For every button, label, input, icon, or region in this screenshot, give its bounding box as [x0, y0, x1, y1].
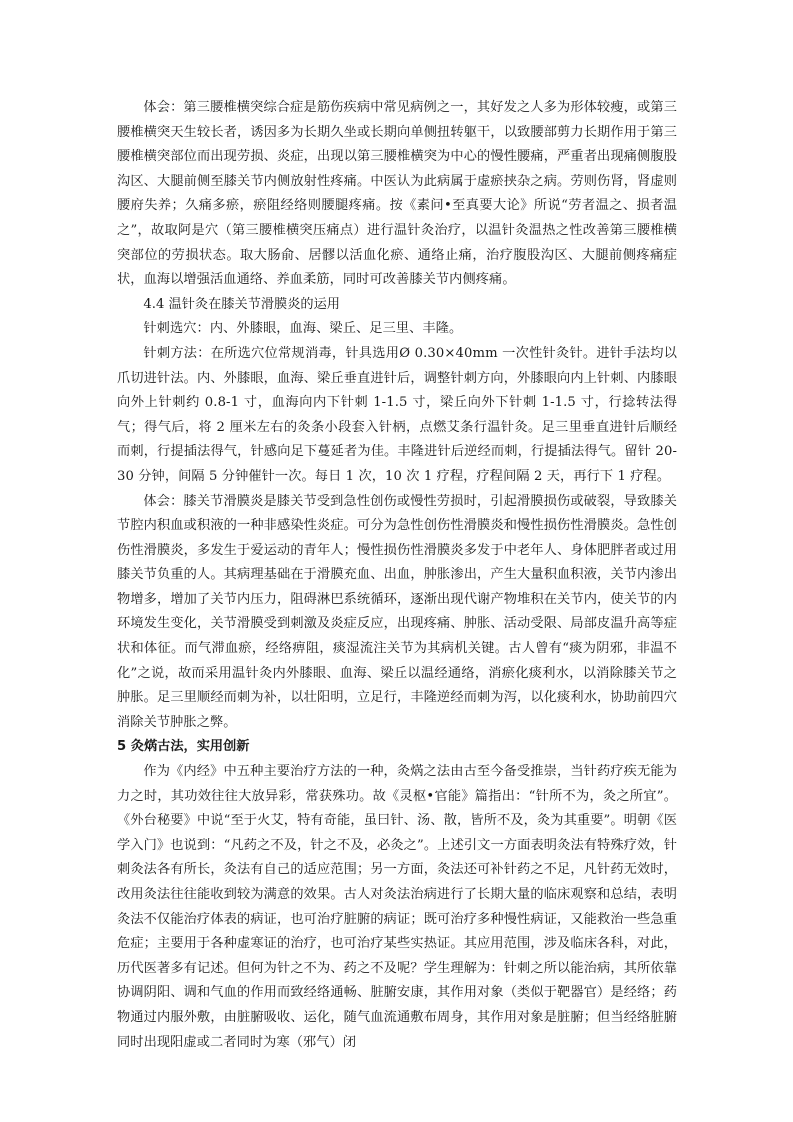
document-page: [117, 96, 677, 1055]
paragraph-synovitis-reflection: 体会：膝关节滑膜炎是膝关节受到急性创伤或慢性劳损时，引起滑膜损伤或破裂，导致膝关节腔内积血或积液的一种非感染性炎症。可分为急性创伤性滑膜炎和慢性损伤性滑膜炎。急性创伤性滑膜炎，多发生于爱运动的青年人；慢性损伤性滑膜炎多发于中老年人、身体肥胖者或过用膝关节负重的人。其病理基础在于滑膜充血、出血，肿胀渗出，产生大量积血积液，关节内渗出物增多，增加了关节内压力，阻碍淋巴系统循环，逐渐出现代谢产物堆积在关节内，使关节的内环境发生变化，关节滑膜受到刺激及炎症反应，出现疼痛、肿胀、活动受限、局部皮温升高等症状和体征。而气滞血瘀，经络痹阻，痰湿流注关节为其病机关键。古人曾有“痰为阴邪，非温不化”之说，故而采用温针灸内外膝眼、血海、梁丘以温经通络，消瘀化痰利水，以消除膝关节之肿胀。足三里顺经而刺为补，以壮阳明，立足行，丰隆逆经而刺为泻，以化痰利水，协助前四穴消除关节肿胀之弊。: [117, 493, 677, 730]
paragraph-acupoint-selection: 针刺选穴：内、外膝眼，血海、梁丘、足三里、丰隆。: [143, 321, 463, 337]
paragraph-third-lumbar-reflection: 体会：第三腰椎横突综合症是筋伤疾病中常见病例之一，其好发之人多为形体较瘦，或第三腰椎横突天生较长者，诱因多为长期久坐或长期向单侧扭转躯干，以致腰部剪力长期作用于第三腰椎横突部位而出现劳损、炎症，出现以第三腰椎横突为中心的慢性腰痛，严重者出现痛侧腹股沟区、大腿前侧至膝关节内侧放射性疼痛。中医认为此病属于虚瘀挟杂之病。劳则伤肾，肾虚则腰府失养；久痛多瘀，瘀阻经络则腰腿疼痛。按《素问•至真要大论》所说“劳者温之、损者温之”，故取阿是穴（第三腰椎横突压痛点）进行温针灸治疗，以温针灸温热之性改善第三腰椎横突部位的劳损状态。取大肠俞、居髎以活血化瘀、通络止痛，治疗腹股沟区、大腿前侧疼痛症状，血海以增强活血通络、养血柔筋，同时可改善膝关节内侧疼痛。: [117, 100, 677, 288]
section-heading-5: 5 灸焫古法，实用创新: [117, 739, 250, 755]
paragraph-moxibustion-history: 作为《内经》中五种主要治疗方法的一种，灸焫之法由古至今备受推崇，当针药疗疾无能为力之时，其功效往往大放异彩，常获殊功。故《灵枢•官能》篇指出：“针所不为，灸之所宜”。《外台秘要》中说“至于火艾，特有奇能，虽曰针、汤、散，皆所不及，灸为其重要”。明朝《医学入门》也说到：“凡药之不及，针之不及，必灸之”。上述引文一方面表明灸法有特殊疗效，针刺灸法各有所长，灸法有自己的适应范围；另一方面，灸法还可补针药之不足，凡针药无效时，改用灸法往往能收到较为满意的效果。古人对灸法治病进行了长期大量的临床观察和总结，表明灸法不仅能治疗体表的病证，也可治疗脏腑的病证；既可治疗多种慢性病证，又能救治一些急重危症；主要用于各种虚寒证的治疗，也可治疗某些实热证。其应用范围，涉及临床各科，对此，历代医著多有记述。但何为针之不为、药之不及呢？学生理解为：针刺之所以能治病，其所依靠协调阴阳、调和气血的作用而致经络通畅、脏腑安康，其作用对象（类似于靶器官）是经络；药物通过内服外敷，由脏腑吸收、运化，随气血流通敷布周身，其作用对象是脏腑；但当经络脏腑同时出现阳虚或二者同时为寒（邪气）闭: [117, 764, 677, 1050]
paragraph-needling-method: 针刺方法：在所选穴位常规消毒，针具选用Ø 0.30×40mm 一次性针灸针。进针手法均以爪切进针法。内、外膝眼，血海、梁丘垂直进针后，调整针刺方向，外膝眼向内上针刺、内膝眼向外上针刺约 0.8-1 寸，血海向内下针刺 1-1.5 寸，梁丘向外下针刺 1-1.5 寸，行捻转法得气；得气后，将 2 厘米左右的灸条小段套入针柄，点燃艾条行温针灸。足三里垂直进针后顺经而刺，行提插法得气，针感向足下蔓延者为佳。丰隆进针后逆经而刺，行提插法得气。留针 20-30 分钟，间隔 5 分钟催针一次。每日 1 次，10 次 1 疗程，疗程间隔 2 天，再行下 1 疗程。: [117, 345, 677, 484]
subsection-heading-4-4: 4.4 温针灸在膝关节滑膜炎的运用: [143, 296, 340, 312]
